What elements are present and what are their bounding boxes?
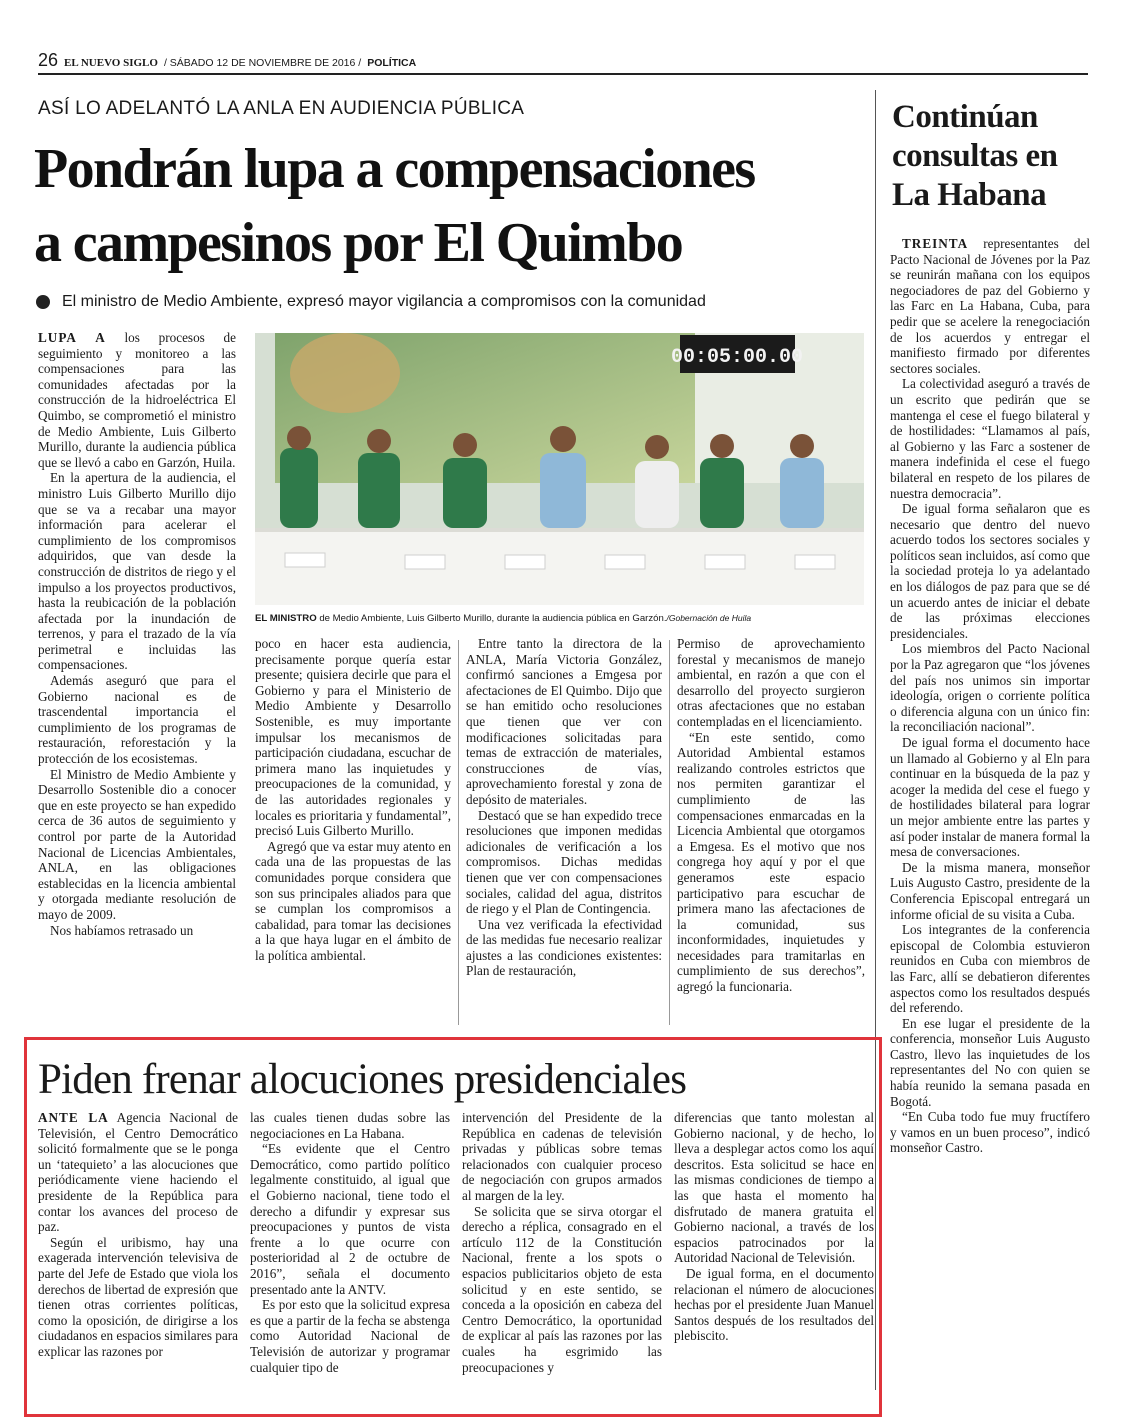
- column-divider: [669, 640, 670, 1025]
- paragraph: diferencias que tanto molestan al Gobierno nacional, y de hecho, lo lleva a desplegar actos como los aquí descritos. Esta solicitud se hace en las mismas condiciones de tiempo a las que hasta el momento ha disfrutado de manera gratuita el Gobierno nacional, a través de los espacios patrocinados por la Autoridad Nacional de Televisión.: [674, 1110, 874, 1266]
- main-headline: [34, 132, 874, 280]
- paragraph: Según el uribismo, hay una exagerada intervención televisiva de parte del Jefe de Estado que viola los derechos de libertad de expresión que tienen otras corrientes políticas, como la oposición, de dirigirse a los ciudadanos en espacios similares para explicar las razones por: [38, 1234, 238, 1359]
- column-divider: [458, 640, 459, 1025]
- paragraph: Además aseguró que para el Gobierno nacional es de trascendental importancia el cumplimiento de los programas de restauración, reforestación y la protección de los ecosistemas.: [38, 673, 236, 767]
- paragraph: La colectividad aseguró a través de un escrito que pedirán que se mantenga el cese el fuego bilateral y de hostilidades: “Llamamos al país, al Gobierno y las Farc a sostener de manera indefinida el cese el fuego bilateral en respeto de los pilares de nuestra democracia”.: [890, 376, 1090, 501]
- paragraph: En la apertura de la audiencia, el ministro Luis Gilberto Murillo dijo que se va a recabar una mayor información para acelerar el cumplimiento de los compromisos adquiridos, que van desde la construcción de distritos de riego y el impulso a los proyectos productivos, hasta la reubicación de la población afectada por la inundación de terrenos, y para el trazado de la vía perimetral e incluidas las compensaciones.: [38, 470, 236, 673]
- paragraph: De igual forma, en el documento relacionan el número de alocuciones hechas por el presidente Juan Manuel Santos después de los resultados del plebiscito.: [674, 1265, 874, 1344]
- paragraph: “En Cuba todo fue muy fructífero y vamos en un buen proceso”, indicó monseñor Castro.: [890, 1109, 1090, 1156]
- issue-date: / SÁBADO 12 DE NOVIEMBRE DE 2016 /: [163, 57, 362, 69]
- paragraph-text: los procesos de seguimiento y monitoreo a las compensaciones para las comunidades afectadas por la construcción de la hidroeléctrica El Quimbo, se comprometió el ministro de Medio Ambiente, Luis Gilberto Murillo, durante la audiencia pública que se llevó a cabo en Garzón, Huila.: [38, 330, 236, 470]
- photo-credit: /Gobernación de Huila: [666, 613, 752, 623]
- paragraph: De igual forma el documento hace un llamado al Gobierno y al Eln para continuar en la búsqueda de la paz y acoger la medida del cese el fuego y de hostilidades bilateral para lograr un mejor ambiente entre las partes y así poder instalar de manera formal la mesa de conversaciones.: [890, 735, 1090, 860]
- page-folio: [38, 50, 416, 72]
- photo-caption: [255, 613, 864, 624]
- bottom-headline: Piden frenar alocuciones presidenciales: [38, 1056, 687, 1103]
- main-column-3: [466, 636, 662, 979]
- paragraph: De la misma manera, monseñor Luis Augusto Castro, presidente de la Conferencia Episcopal entregará un informe oficial de su visita a Cuba.: [890, 859, 1090, 922]
- bottom-column-2: [250, 1110, 450, 1375]
- caption-text: de Medio Ambiente, Luis Gilberto Murillo, durante la audiencia pública en Garzón.: [316, 613, 667, 624]
- sidebar-headline-line: Continúan: [892, 99, 1038, 135]
- main-kicker: ASÍ LO ADELANTÓ LA ANLA EN AUDIENCIA PÚBLICA: [38, 98, 525, 119]
- paragraph: “En este sentido, como Autoridad Ambiental estamos realizando controles estrictos que nos permiten garantizar el cumplimiento de las compensaciones enmarcadas en la Licencia Ambiental que otorgamos a Emgesa. Es el motivo que nos congrega hoy aquí y por el que generamos este espacio participativo para escuchar de primera mano las afectaciones de la comunidad, sus inconformidades, inquietudes y necesidades para tramitarlas en cumplimiento de sus derechos”, agregó la funcionaria.: [677, 729, 865, 995]
- sidebar-body: [890, 236, 1090, 1156]
- headline-line-2: a campesinos por El Quimbo: [34, 212, 683, 274]
- sidebar-headline-line: consultas en: [892, 138, 1058, 174]
- deck-text: El ministro de Medio Ambiente, expresó mayor vigilancia a compromisos con la comunidad: [62, 293, 706, 310]
- paragraph: [890, 236, 1090, 376]
- main-column-2: [255, 636, 451, 963]
- main-deck: [36, 293, 871, 311]
- lead-in: TREINTA: [902, 236, 969, 251]
- photo-illustration: [255, 333, 864, 605]
- sidebar-headline-line: La Habana: [892, 177, 1047, 213]
- sidebar-headline: [892, 98, 1092, 215]
- paragraph: Es por esto que la solicitud expresa es que a partir de la fecha se abstenga como Autoridad Nacional de Televisión de autorizar y programar cualquier tipo de: [250, 1297, 450, 1375]
- main-column-4: [677, 636, 865, 995]
- bottom-column-3: [462, 1110, 662, 1375]
- paragraph: De igual forma señalaron que es necesario que dentro del nuevo acuerdo todos los sectores sociales y políticos sean incluidos, así como que la sociedad proteja lo ya adelantado en los diálogos de paz para que se dé un acuerdo antes de iniciar el debate de las próximas elecciones presidenciales.: [890, 501, 1090, 641]
- paragraph: Destacó que se han expedido trece resoluciones que imponen medidas adicionales de verificación a los compromisos. Dichas medidas tienen que ver con compensaciones sociales, calidad del agua, distritos de riego y el Plan de Contingencia.: [466, 807, 662, 917]
- paragraph: Permiso de aprovechamiento forestal y mecanismos de manejo ambiental, en razón a que con el desarrollo del proyecto surgieron otras afectaciones que no estaban contempladas en el licenciamiento.: [677, 636, 865, 729]
- paragraph: Los integrantes de la conferencia episcopal de Colombia estuvieron reunidos en Cuba con miembros de las Farc, allí se debatieron diferentes aspectos como los resultados después del referendo.: [890, 922, 1090, 1016]
- bottom-column-4: [674, 1110, 874, 1344]
- paragraph: En ese lugar el presidente de la conferencia, monseñor Luis Augusto Castro, llevo las inquietudes de los representantes del No con quien se había reunido la semana pasada en Bogotá.: [890, 1015, 1090, 1109]
- paragraph: intervención del Presidente de la República en cadenas de televisión privadas y públicas sobre temas relacionados con cualquier proceso de negociación con grupos armados al margen de la ley.: [462, 1110, 662, 1203]
- paragraph-text: Agencia Nacional de Televisión, el Centro Democrático solicitó formalmente que se le ponga un ‘tatequieto’ a las alocuciones que periódicamente viene haciendo el presidente de la República para contar los avances del proceso de paz.: [38, 1110, 238, 1235]
- masthead: EL NUEVO SIGLO: [64, 57, 158, 69]
- header-rule: [38, 73, 1088, 75]
- paragraph: [38, 1110, 238, 1235]
- paragraph: Se solicita que se sirva otorgar el derecho a réplica, consagrado en el artículo 112 de la Constitución Nacional, frente a los spots o espacios publicitarios objeto de esta solicitud y en este sentido, se conceda a la oposición en cabeza del Centro Democrático, la oportunidad de explicar al país las razones por las cuales ha esgrimido las preocupaciones y: [462, 1203, 662, 1375]
- paragraph: “Es evidente que el Centro Democrático, como partido político legalmente constituido, al igual que el Gobierno nacional, tiene todo el derecho a difundir y expresar sus preocupaciones y puntos de vista frente a lo que ocurre con posterioridad al 2 de octubre de 2016”, señala el documento presentado ante la ANTV.: [250, 1141, 450, 1297]
- bottom-column-1: [38, 1110, 238, 1360]
- paragraph: El Ministro de Medio Ambiente y Desarrollo Sostenible dio a conocer que en este proyecto se han expedido cerca de 36 autos de seguimiento y control por parte de la Autoridad Nacional de Licencias Ambientales, ANLA, en las obligaciones establecidas en la licencia ambiental y otorgada mediante resolución de mayo de 2009.: [38, 766, 236, 922]
- page-number: 26: [38, 50, 59, 70]
- paragraph: [38, 330, 236, 470]
- paragraph: Entre tanto la directora de la ANLA, María Victoria González, confirmó sanciones a Emgesa por afectaciones de El Quimbo. Dijo que se han emitido ocho resoluciones que tienen que ver con modificaciones solicitadas para temas de extracción de materiales, construcciones de vías, aprovechamiento forestal y zona de depósito de materiales.: [466, 636, 662, 807]
- paragraph: las cuales tienen dudas sobre las negociaciones en La Habana.: [250, 1110, 450, 1141]
- lead-in: ANTE LA: [38, 1110, 109, 1125]
- paragraph: poco en hacer esta audiencia, precisamente porque quería estar presente; quisiera decirle que para el Gobierno y para el Ministerio de Medio Ambiente y Desarrollo Sostenible, es muy importante impulsar los mecanismos de participación ciudadana, escuchar de primera mano las inquietudes y preocupaciones de la comunidad, y de las autoridades regionales y locales es prioritaria y fundamental”, precisó Luis Gilberto Murillo.: [255, 636, 451, 839]
- section-name: POLÍTICA: [367, 57, 417, 69]
- lead-in: LUPA A: [38, 330, 106, 345]
- paragraph: Una vez verificada la efectividad de las medidas fue necesario realizar ajustes a las condiciones existentes: Plan de restauración,: [466, 916, 662, 979]
- news-photo: [255, 333, 864, 605]
- paragraph: Los miembros del Pacto Nacional por la Paz agregaron que “los jóvenes del país nos unimos sin importar ideología, origen o corriente política o diferencia alguna con un único fin: la reconciliación nacional”.: [890, 641, 1090, 735]
- headline-line-1: Pondrán lupa a compensaciones: [34, 138, 755, 200]
- paragraph: Nos habíamos retrasado un: [50, 922, 194, 938]
- caption-lead: EL MINISTRO: [255, 613, 317, 624]
- paragraph-text: representantes del Pacto Nacional de Jóvenes por la Paz se reunirán mañana con los equipos negociadores de paz del Gobierno y las Farc en La Habana, Cuba, para pedir que se acelere la renegociación de los acuerdos y entregar el manifiesto firmado por diferentes sectores sociales.: [890, 236, 1090, 376]
- main-column-1: [38, 330, 236, 938]
- paragraph: Agregó que va estar muy atento en cada una de las propuestas de las comunidades porque considera que son sus principales aliados para que se cumplan los compromisos a cabalidad, para tomar las decisiones a la que haya lugar en el ámbito de la política ambiental.: [255, 838, 451, 963]
- photo-timer: 00:05:00.00: [670, 346, 804, 369]
- bullet-icon: [36, 295, 50, 309]
